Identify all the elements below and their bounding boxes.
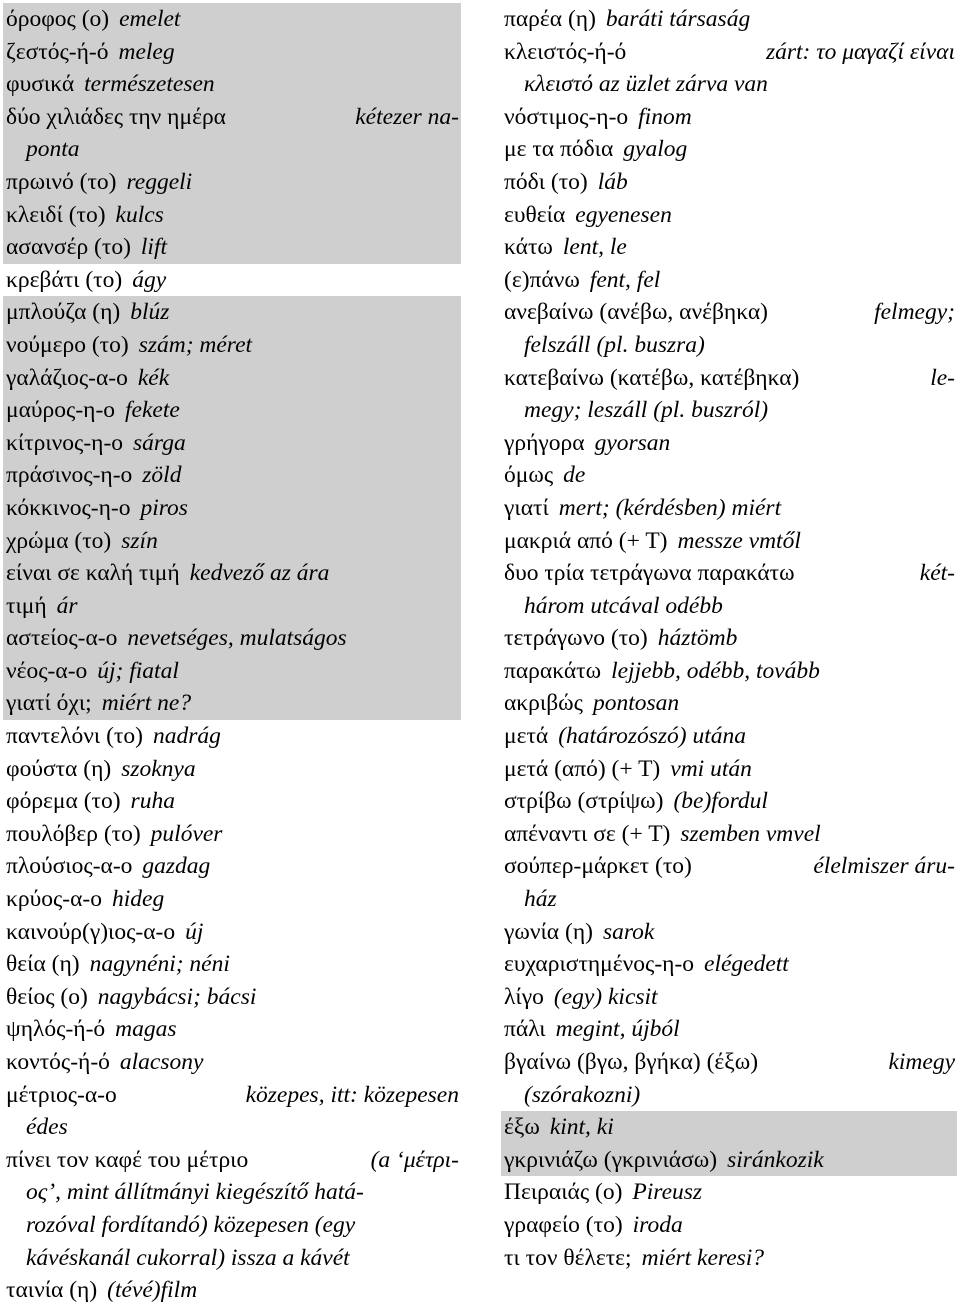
- vocab-line: [3, 1209, 461, 1242]
- greek-term: μαύρος-η-ο: [6, 397, 116, 424]
- vocab-line: [3, 687, 461, 720]
- greek-term: γκρινιάζω (γκρινιάσω): [504, 1146, 718, 1173]
- greek-term: φυσικά: [6, 71, 75, 98]
- greek-term: μέτριος-α-ο: [6, 1081, 117, 1108]
- vocab-line: [501, 264, 957, 297]
- vocab-line: [3, 166, 461, 199]
- hungarian-translation: fent, fel: [589, 266, 661, 293]
- greek-term: γρήγορα: [504, 429, 585, 456]
- vocab-line: [3, 133, 461, 166]
- greek-term: κρεβάτι (το): [6, 266, 123, 293]
- vocab-line: [501, 850, 957, 883]
- hungarian-translation: háztömb: [657, 625, 738, 652]
- hungarian-translation: kimegy: [888, 1049, 955, 1075]
- greek-term: φόρεμα (το): [6, 788, 121, 815]
- vocab-line: [3, 1144, 461, 1177]
- vocab-line: [501, 492, 957, 525]
- vocab-line: [501, 622, 957, 655]
- hungarian-translation: új: [185, 918, 204, 945]
- greek-term: κλειδί (το): [6, 201, 106, 228]
- vocab-line: [3, 296, 461, 329]
- greek-term: κατεβαίνω (κατέβω, κατέβηκα): [504, 364, 800, 391]
- hungarian-translation: (szórakozni): [524, 1081, 641, 1108]
- hungarian-translation: rozóval fordítandó) közepesen (egy: [26, 1211, 356, 1238]
- vocab-line: [501, 199, 957, 232]
- vocab-line: [3, 590, 461, 623]
- hungarian-translation: édes: [26, 1114, 68, 1141]
- vocab-line: [3, 394, 461, 427]
- hungarian-translation: piros: [140, 494, 188, 521]
- hungarian-translation: mert; (kérdésben) miért: [558, 494, 782, 521]
- vocab-line: [3, 1046, 461, 1079]
- vocab-line: [3, 622, 461, 655]
- hungarian-translation: ház: [524, 886, 557, 913]
- vocab-line: [501, 68, 957, 101]
- hungarian-translation: baráti társaság: [605, 6, 751, 32]
- hungarian-translation: vmi után: [670, 755, 752, 782]
- hungarian-translation: megy; leszáll (pl. buszról): [524, 397, 769, 424]
- greek-term: πλούσιος-α-ο: [6, 853, 133, 880]
- vocab-line: [501, 1013, 957, 1046]
- hungarian-translation: (egy) kicsit: [553, 983, 658, 1010]
- greek-term: νόστιμος-η-ο: [504, 103, 629, 130]
- greek-term: όροφος (ο): [6, 6, 110, 32]
- vocab-line: [501, 329, 957, 362]
- vocab-line: [3, 1111, 461, 1144]
- vocab-line: [3, 655, 461, 688]
- vocab-line: [3, 264, 461, 297]
- greek-term: είναι σε καλή τιμή: [6, 560, 180, 587]
- vocab-line: [501, 981, 957, 1014]
- greek-term: πουλόβερ (το): [6, 820, 141, 847]
- greek-term: με τα πόδια: [504, 136, 614, 163]
- vocab-line: [501, 362, 957, 395]
- hungarian-translation: nevetséges, mulatságos: [127, 625, 347, 652]
- hungarian-translation: emelet: [119, 6, 181, 32]
- hungarian-translation: de: [563, 462, 586, 489]
- hungarian-translation: ár: [56, 592, 78, 619]
- vocab-line: [3, 231, 461, 264]
- vocab-line: [501, 133, 957, 166]
- greek-term: πάλι: [504, 1016, 546, 1043]
- left-vocabulary-column: [3, 3, 461, 1307]
- hungarian-translation: gazdag: [142, 853, 211, 880]
- hungarian-translation: természetesen: [84, 71, 215, 98]
- greek-term: τι τον θέλετε;: [504, 1244, 632, 1271]
- greek-term: λίγο: [504, 983, 544, 1010]
- vocab-line: [501, 459, 957, 492]
- hungarian-translation: három utcával odébb: [524, 592, 723, 619]
- hungarian-translation: ος’, mint állítmányi kiegészítő hatá-: [26, 1179, 364, 1206]
- vocab-line: [3, 753, 461, 786]
- greek-term: πρωινό (το): [6, 168, 117, 195]
- vocab-line: [3, 1176, 461, 1209]
- hungarian-translation: új; fiatal: [97, 657, 179, 684]
- vocab-line: [501, 1144, 957, 1177]
- hungarian-translation: meleg: [118, 38, 175, 65]
- greek-term: τετράγωνο (το): [504, 625, 648, 652]
- hungarian-translation: ruha: [130, 788, 175, 815]
- hungarian-translation: finom: [638, 103, 692, 130]
- vocab-line: [3, 101, 461, 134]
- greek-term: παντελόνι (το): [6, 723, 143, 750]
- greek-term: ευθεία: [504, 201, 566, 228]
- hungarian-translation: siránkozik: [727, 1146, 824, 1173]
- greek-term: ταινία (η): [6, 1277, 98, 1304]
- greek-term: μακριά από (+ Τ): [504, 527, 668, 554]
- hungarian-translation: nadrág: [152, 723, 221, 750]
- vocab-line: [501, 296, 957, 329]
- vocab-line: [501, 916, 957, 949]
- hungarian-translation: lent, le: [562, 234, 627, 261]
- vocab-line: [3, 883, 461, 916]
- vocab-line: [3, 1274, 461, 1307]
- vocab-line: [3, 850, 461, 883]
- greek-term: μετά (από) (+ Τ): [504, 755, 661, 782]
- vocab-line: [501, 818, 957, 851]
- right-vocabulary-column: [501, 3, 957, 1274]
- greek-term: μετά: [504, 723, 549, 750]
- vocab-line: [3, 1242, 461, 1275]
- greek-term: ασανσέρ (το): [6, 234, 131, 261]
- vocab-line: [501, 1046, 957, 1079]
- hungarian-translation: egyenesen: [575, 201, 672, 228]
- vocab-line: [3, 1079, 461, 1112]
- hungarian-translation: kávéskanál cukorral) issza a kávét: [26, 1244, 350, 1271]
- hungarian-translation: miért keresi?: [641, 1244, 765, 1271]
- hungarian-translation: ponta: [26, 136, 80, 163]
- hungarian-translation: (határozószó) utána: [558, 723, 747, 750]
- hungarian-translation: pontosan: [592, 690, 680, 717]
- hungarian-translation: miért ne?: [101, 690, 192, 717]
- vocab-line: [501, 557, 957, 590]
- vocab-line: [501, 166, 957, 199]
- greek-term: παρέα (η): [504, 6, 596, 32]
- vocab-line: [3, 785, 461, 818]
- greek-term: καινούρ(γ)ιος-α-ο: [6, 918, 176, 945]
- vocab-line: [3, 199, 461, 232]
- vocab-line: [3, 36, 461, 69]
- greek-term: γιατί: [504, 494, 549, 521]
- greek-term: ανεβαίνω (ανέβω, ανέβηκα): [504, 299, 768, 326]
- vocab-line: [501, 753, 957, 786]
- hungarian-translation: megint, újból: [555, 1016, 680, 1043]
- vocab-line: [501, 101, 957, 134]
- hungarian-translation: kék: [137, 364, 170, 391]
- hungarian-translation: lift: [140, 234, 168, 261]
- greek-term: κάτω: [504, 234, 553, 261]
- greek-term: σούπερ-μάρκετ (το): [504, 853, 692, 880]
- vocab-line: [501, 231, 957, 264]
- hungarian-translation: élelmiszer áru-: [813, 853, 955, 880]
- hungarian-translation: felmegy;: [874, 299, 955, 326]
- hungarian-translation: (be)fordul: [673, 788, 768, 815]
- vocab-line: [501, 525, 957, 558]
- vocab-line: [501, 427, 957, 460]
- hungarian-translation: nagynéni; néni: [89, 951, 230, 978]
- greek-term: ακριβώς: [504, 690, 583, 717]
- vocab-line: [3, 3, 461, 36]
- vocab-line: [3, 427, 461, 460]
- greek-term: κρύος-α-ο: [6, 886, 102, 913]
- greek-term: κόκκινος-η-ο: [6, 494, 131, 521]
- greek-term: όμως: [504, 462, 554, 489]
- hungarian-translation: magas: [115, 1016, 177, 1043]
- hungarian-translation: ágy: [132, 266, 167, 293]
- greek-term: γιατί όχι;: [6, 690, 92, 717]
- hungarian-translation: láb: [597, 168, 628, 195]
- hungarian-translation: szám; méret: [138, 331, 253, 358]
- hungarian-translation: κλειστό az üzlet zárva van: [524, 71, 768, 98]
- hungarian-translation: gyalog: [623, 136, 688, 163]
- greek-term: παρακάτω: [504, 657, 602, 684]
- greek-term: νούμερο (το): [6, 331, 129, 358]
- hungarian-translation: alacsony: [119, 1049, 204, 1075]
- hungarian-translation: gyorsan: [594, 429, 671, 456]
- vocab-line: [501, 394, 957, 427]
- hungarian-translation: lejjebb, odébb, tovább: [611, 657, 820, 684]
- vocab-line: [501, 720, 957, 753]
- vocab-line: [3, 525, 461, 558]
- greek-term: ψηλός-ή-ό: [6, 1016, 106, 1043]
- greek-term: χρώμα (το): [6, 527, 112, 554]
- greek-term: νέος-α-ο: [6, 657, 88, 684]
- vocab-line: [3, 557, 461, 590]
- vocab-line: [3, 916, 461, 949]
- vocab-line: [501, 590, 957, 623]
- vocab-line: [501, 3, 957, 36]
- greek-term: θεία (η): [6, 951, 80, 978]
- hungarian-translation: kulcs: [115, 201, 164, 228]
- hungarian-translation: elégedett: [704, 951, 789, 978]
- greek-term: δυο τρία τετράγωνα παρακάτω: [504, 560, 795, 587]
- vocab-line: [3, 720, 461, 753]
- vocab-line: [3, 1013, 461, 1046]
- hungarian-translation: pulóver: [150, 820, 223, 847]
- greek-term: Πειραιάς (ο): [504, 1179, 623, 1206]
- greek-term: βγαίνω (βγω, βγήκα) (έξω): [504, 1049, 759, 1075]
- vocab-line: [501, 36, 957, 69]
- hungarian-translation: felszáll (pl. buszra): [524, 331, 705, 358]
- hungarian-translation: kedvező az ára: [189, 560, 330, 587]
- vocab-line: [3, 362, 461, 395]
- greek-term: ζεστός-ή-ό: [6, 38, 109, 65]
- hungarian-translation: blúz: [130, 299, 170, 326]
- greek-term: κοντός-ή-ό: [6, 1049, 110, 1075]
- greek-term: γωνία (η): [504, 918, 593, 945]
- vocab-line: [501, 883, 957, 916]
- vocab-line: [501, 1242, 957, 1275]
- vocab-line: [3, 68, 461, 101]
- vocab-line: [501, 655, 957, 688]
- vocab-line: [501, 948, 957, 981]
- greek-term: στρίβω (στρίψω): [504, 788, 664, 815]
- greek-term: κλειστός-ή-ό: [504, 38, 627, 65]
- hungarian-translation: Pireusz: [632, 1179, 703, 1206]
- greek-term: πίνει τον καφέ του μέτριο: [6, 1146, 249, 1173]
- greek-term: μπλούζα (η): [6, 299, 121, 326]
- greek-term: γραφείο (το): [504, 1211, 623, 1238]
- hungarian-translation: zárt: το μαγαζί είναι: [765, 38, 955, 65]
- greek-term: αστείος-α-ο: [6, 625, 118, 652]
- greek-term: φούστα (η): [6, 755, 112, 782]
- hungarian-translation: sarok: [602, 918, 655, 945]
- hungarian-translation: reggeli: [126, 168, 193, 195]
- vocab-line: [3, 329, 461, 362]
- hungarian-translation: hideg: [111, 886, 165, 913]
- hungarian-translation: kétezer na-: [355, 103, 459, 130]
- greek-term: (ε)πάνω: [504, 266, 580, 293]
- greek-term: πόδι (το): [504, 168, 588, 195]
- vocab-line: [3, 948, 461, 981]
- hungarian-translation: két-: [919, 560, 955, 587]
- vocab-line: [3, 981, 461, 1014]
- greek-term: θείος (ο): [6, 983, 88, 1010]
- hungarian-translation: közepes, itt: közepesen: [245, 1081, 459, 1108]
- hungarian-translation: szoknya: [121, 755, 196, 782]
- vocab-line: [501, 687, 957, 720]
- vocab-line: [3, 492, 461, 525]
- greek-term: δύο χιλιάδες την ημέρα: [6, 103, 226, 130]
- hungarian-translation: szemben vmvel: [680, 820, 821, 847]
- hungarian-translation: szín: [121, 527, 158, 554]
- hungarian-translation: le-: [930, 364, 955, 391]
- greek-term: απέναντι σε (+ Τ): [504, 820, 671, 847]
- hungarian-translation: zöld: [142, 462, 182, 489]
- hungarian-translation: fekete: [125, 397, 180, 424]
- vocab-line: [501, 1079, 957, 1112]
- hungarian-translation: (tévé)film: [107, 1277, 198, 1304]
- hungarian-translation: sárga: [133, 429, 186, 456]
- vocab-line: [501, 1209, 957, 1242]
- vocab-line: [501, 1111, 957, 1144]
- vocab-line: [501, 1176, 957, 1209]
- greek-term: κίτρινος-η-ο: [6, 429, 124, 456]
- hungarian-translation: nagybácsi; bácsi: [97, 983, 257, 1010]
- greek-term: γαλάζιος-α-ο: [6, 364, 128, 391]
- greek-term: πράσινος-η-ο: [6, 462, 133, 489]
- greek-term: έξω: [504, 1114, 540, 1141]
- vocab-line: [501, 785, 957, 818]
- hungarian-translation: messze vmtől: [677, 527, 801, 554]
- greek-term: τιμή: [6, 592, 47, 619]
- vocab-line: [3, 818, 461, 851]
- hungarian-translation: (a ‘μέτρι-: [370, 1146, 459, 1173]
- hungarian-translation: kint, ki: [549, 1114, 614, 1141]
- greek-term: ευχαριστημένος-η-ο: [504, 951, 695, 978]
- vocab-line: [3, 459, 461, 492]
- hungarian-translation: iroda: [632, 1211, 683, 1238]
